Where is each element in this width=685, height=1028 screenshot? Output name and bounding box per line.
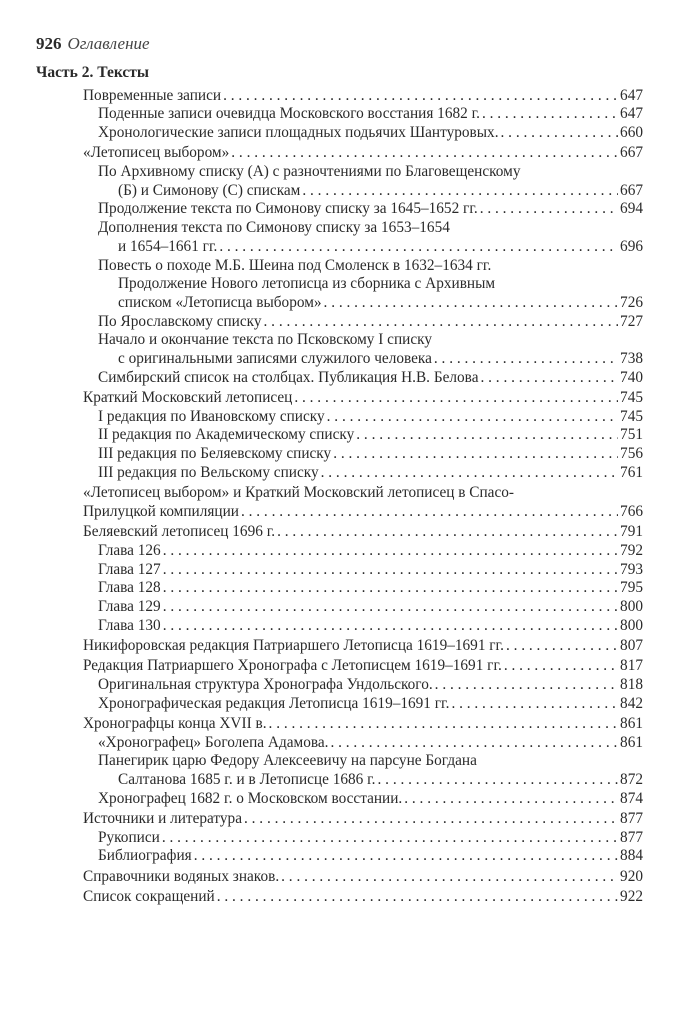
toc-entry-title: Краткий Московский летописец bbox=[83, 389, 293, 407]
dot-leader bbox=[281, 868, 618, 887]
dot-leader bbox=[163, 617, 618, 636]
toc-entry-line bbox=[36, 484, 643, 503]
toc-entry[interactable] bbox=[36, 389, 643, 408]
toc-entry[interactable] bbox=[36, 579, 643, 598]
dot-leader bbox=[194, 847, 618, 866]
toc-entry[interactable] bbox=[36, 598, 643, 617]
toc-entry-line bbox=[36, 523, 643, 542]
toc-entry-title: Глава 128 bbox=[98, 579, 161, 597]
dot-leader bbox=[162, 829, 618, 848]
toc-entry-page: 800 bbox=[620, 616, 643, 634]
toc-entry-title: Рукописи bbox=[98, 828, 160, 846]
toc-entry-line bbox=[36, 579, 643, 598]
toc-entry-page: 694 bbox=[620, 200, 643, 218]
toc-entry-page: 874 bbox=[620, 789, 643, 807]
toc-entry-page: 920 bbox=[620, 867, 643, 885]
toc-entry-title: Продолжение текста по Симонову списку за 1645–1652 гг. bbox=[98, 200, 478, 218]
toc-entry[interactable] bbox=[36, 313, 643, 332]
toc-entry-page: 922 bbox=[620, 888, 643, 906]
toc-entry-page: 791 bbox=[620, 523, 643, 541]
dot-leader bbox=[163, 579, 618, 598]
toc-entry-line bbox=[36, 144, 643, 163]
toc-entry[interactable] bbox=[36, 888, 643, 907]
dot-leader bbox=[294, 389, 618, 408]
toc-entry[interactable] bbox=[36, 734, 643, 753]
toc-entry-line bbox=[36, 294, 643, 313]
toc-entry-line bbox=[36, 637, 643, 656]
dot-leader bbox=[223, 87, 618, 106]
toc-entry-page: 817 bbox=[620, 657, 643, 675]
toc-entry-line bbox=[36, 182, 643, 201]
toc-entry-title: Глава 127 bbox=[98, 560, 161, 578]
dot-leader bbox=[163, 561, 618, 580]
dot-leader bbox=[435, 676, 618, 695]
toc-entry-line bbox=[36, 598, 643, 617]
toc-entry[interactable] bbox=[36, 829, 643, 848]
dot-leader bbox=[302, 182, 618, 201]
toc-entry[interactable] bbox=[36, 484, 643, 521]
dot-leader bbox=[269, 715, 619, 734]
dot-leader bbox=[244, 810, 618, 829]
toc-entry-title: Начало и окончание текста по Псковскому I списку bbox=[98, 331, 432, 349]
dot-leader bbox=[481, 369, 619, 388]
toc-entry-title: Хронологические записи площадных подьячих Шантуровых. bbox=[98, 124, 499, 141]
toc-entry-line bbox=[36, 888, 643, 907]
toc-entry-line bbox=[36, 676, 643, 695]
toc-entry-title: Дополнения текста по Симонову списку за 1653–1654 bbox=[98, 219, 450, 237]
toc-entry-title: Хронографец 1682 г. о Московском восстании. bbox=[98, 789, 403, 807]
dot-leader bbox=[321, 464, 618, 483]
toc-entry-title: Никифоровская редакция Патриаршего Летописца 1619–1691 гг. bbox=[83, 636, 504, 654]
dot-leader bbox=[504, 657, 618, 676]
toc-entry-title: Глава 130 bbox=[98, 616, 161, 634]
toc-entry-title: «Летописец выбором» и Краткий Московский летописец в Спасо- bbox=[83, 484, 515, 502]
toc-entry-title: Хронографическая редакция Летописца 1619–1691 гг. bbox=[98, 694, 450, 712]
toc-entry-title: Хронографцы конца XVII в. bbox=[83, 714, 267, 732]
toc-entry-line bbox=[36, 657, 643, 676]
toc-entry-title: По Архивному списку (А) с разночтениями по Благовещенскому bbox=[98, 163, 521, 180]
toc-entry-title: I редакция по Ивановскому списку bbox=[98, 407, 325, 425]
toc-entry[interactable] bbox=[36, 847, 643, 866]
toc-entry-title: (Б) и Симонову (С) спискам bbox=[118, 181, 301, 199]
toc-entry-title: «Хронографец» Боголепа Адамова. bbox=[98, 733, 329, 751]
toc-entry-page: 861 bbox=[620, 714, 643, 732]
toc-entry-line bbox=[36, 350, 643, 369]
toc-entry-line bbox=[36, 445, 643, 464]
toc-entry-line bbox=[36, 790, 643, 809]
toc-entry-title: с оригинальными записями служилого человека bbox=[118, 350, 432, 368]
toc-entry-page: 761 bbox=[620, 463, 643, 481]
table-of-contents bbox=[36, 85, 643, 907]
toc-entry-title: III редакция по Беляевскому списку bbox=[98, 445, 332, 463]
toc-entry[interactable] bbox=[36, 87, 643, 106]
toc-entry-line bbox=[36, 542, 643, 561]
toc-entry-title: «Летописец выбором» bbox=[83, 144, 230, 162]
toc-entry-line bbox=[36, 105, 643, 124]
toc-entry-page: 818 bbox=[620, 675, 643, 693]
toc-entry-title: Салтанова 1685 г. и в Летописце 1686 г. bbox=[118, 771, 376, 789]
toc-entry-page: 667 bbox=[620, 144, 643, 162]
toc-entry-line bbox=[36, 810, 643, 829]
toc-entry-page: 877 bbox=[620, 828, 643, 846]
toc-entry[interactable] bbox=[36, 561, 643, 580]
toc-entry-line bbox=[36, 408, 643, 427]
toc-entry-line bbox=[36, 771, 643, 790]
toc-entry[interactable] bbox=[36, 715, 643, 734]
toc-entry-page: 745 bbox=[620, 389, 643, 407]
toc-entry[interactable] bbox=[36, 464, 643, 483]
dot-leader bbox=[217, 888, 618, 907]
toc-entry-line bbox=[36, 752, 643, 771]
toc-entry-title: Глава 126 bbox=[98, 541, 161, 559]
toc-entry-line bbox=[36, 238, 643, 257]
toc-entry-line bbox=[36, 124, 643, 143]
toc-entry-line bbox=[36, 275, 643, 294]
toc-entry[interactable] bbox=[36, 676, 643, 695]
toc-entry-line bbox=[36, 561, 643, 580]
dot-leader bbox=[480, 200, 618, 219]
toc-entry-line bbox=[36, 426, 643, 445]
toc-entry[interactable] bbox=[36, 445, 643, 464]
toc-entry-line bbox=[36, 257, 643, 276]
toc-entry-line bbox=[36, 313, 643, 332]
toc-entry[interactable] bbox=[36, 810, 643, 829]
dot-leader bbox=[264, 313, 619, 332]
running-title: Оглавление bbox=[67, 34, 150, 53]
toc-entry[interactable] bbox=[36, 542, 643, 561]
toc-entry-page: 647 bbox=[620, 86, 643, 104]
toc-entry-page: 738 bbox=[620, 350, 643, 368]
toc-entry-page: 795 bbox=[620, 579, 643, 597]
toc-entry-line bbox=[36, 219, 643, 238]
toc-entry[interactable] bbox=[36, 163, 643, 200]
toc-entry-title: Повременные записи bbox=[83, 86, 222, 104]
toc-entry[interactable] bbox=[36, 868, 643, 887]
toc-entry[interactable] bbox=[36, 790, 643, 809]
toc-entry[interactable] bbox=[36, 331, 643, 368]
toc-entry-line bbox=[36, 369, 643, 388]
dot-leader bbox=[330, 734, 618, 753]
toc-entry-page: 872 bbox=[620, 771, 643, 789]
toc-entry[interactable] bbox=[36, 426, 643, 445]
toc-entry-title: II редакция по Академическому списку bbox=[98, 426, 355, 444]
toc-entry-title: Беляевский летописец 1696 г. bbox=[83, 523, 276, 541]
dot-leader bbox=[163, 598, 618, 617]
toc-entry[interactable] bbox=[36, 523, 643, 542]
toc-entry-title: По Ярославскому списку bbox=[98, 312, 262, 330]
toc-entry[interactable] bbox=[36, 219, 643, 256]
toc-entry-page: 647 bbox=[620, 105, 643, 123]
dot-leader bbox=[333, 445, 618, 464]
toc-entry[interactable] bbox=[36, 257, 643, 313]
toc-entry-title: Справочники водяных знаков. bbox=[83, 867, 280, 885]
toc-entry-line bbox=[36, 829, 643, 848]
toc-entry-title: Повесть о походе М.Б. Шеина под Смоленск в 1632–1634 гг. bbox=[98, 256, 492, 274]
dot-leader bbox=[241, 503, 618, 522]
toc-entry-title: Панегирик царю Федору Алексеевичу на парсуне Богдана bbox=[98, 752, 477, 770]
toc-entry-line bbox=[36, 503, 643, 522]
toc-entry-page: 884 bbox=[620, 847, 643, 865]
toc-entry-page: 751 bbox=[620, 426, 643, 444]
toc-entry-title: Поденные записи очевидца Московского восстания 1682 г. bbox=[98, 105, 480, 123]
dot-leader bbox=[163, 542, 618, 561]
page-number: 926 bbox=[36, 34, 62, 53]
toc-entry[interactable] bbox=[36, 657, 643, 676]
toc-entry-line bbox=[36, 715, 643, 734]
toc-entry-line bbox=[36, 868, 643, 887]
toc-entry-line bbox=[36, 464, 643, 483]
dot-leader bbox=[404, 790, 618, 809]
toc-entry-page: 745 bbox=[620, 407, 643, 425]
toc-entry-page: 792 bbox=[620, 541, 643, 559]
toc-entry[interactable] bbox=[36, 124, 643, 143]
toc-entry[interactable] bbox=[36, 200, 643, 219]
toc-entry-title: Прилуцкой компиляции bbox=[83, 502, 239, 520]
dot-leader bbox=[231, 144, 618, 163]
toc-entry-title: Симбирский список на столбцах. Публикация Н.В. Белова bbox=[98, 368, 479, 386]
toc-entry-title: Источники и литература bbox=[83, 810, 242, 828]
dot-leader bbox=[482, 105, 618, 124]
toc-entry[interactable] bbox=[36, 369, 643, 388]
toc-entry-title: и 1654–1661 гг. bbox=[118, 237, 218, 255]
toc-entry-page: 807 bbox=[620, 636, 643, 654]
dot-leader bbox=[219, 238, 618, 257]
section-title: Часть 2. Тексты bbox=[36, 64, 149, 81]
toc-entry-page: 800 bbox=[620, 597, 643, 615]
toc-entry-page: 756 bbox=[620, 445, 643, 463]
toc-entry-line bbox=[36, 617, 643, 636]
toc-entry-title: Библиография bbox=[98, 847, 192, 865]
toc-entry[interactable] bbox=[36, 105, 643, 124]
toc-entry-title: III редакция по Вельскому списку bbox=[98, 463, 319, 481]
toc-entry-title: списком «Летописца выбором» bbox=[118, 293, 322, 311]
toc-entry-line bbox=[36, 847, 643, 866]
toc-entry[interactable] bbox=[36, 617, 643, 636]
toc-entry[interactable] bbox=[36, 752, 643, 789]
toc-entry-title: Редакция Патриаршего Хронографа с Летописцем 1619–1691 гг. bbox=[83, 657, 502, 675]
running-header bbox=[36, 34, 150, 54]
toc-entry-page: 877 bbox=[620, 810, 643, 828]
toc-entry-line bbox=[36, 163, 643, 182]
toc-entry-page: 766 bbox=[620, 502, 643, 520]
toc-entry-line bbox=[36, 331, 643, 350]
toc-entry-page: 793 bbox=[620, 560, 643, 578]
toc-entry-line bbox=[36, 695, 643, 714]
toc-entry-title: Список сокращений bbox=[83, 888, 215, 906]
dot-leader bbox=[356, 426, 618, 445]
toc-entry-line bbox=[36, 734, 643, 753]
toc-entry-page: 842 bbox=[620, 694, 643, 712]
toc-entry-title: Оригинальная структура Хронографа Ундольского. bbox=[98, 675, 433, 693]
toc-entry-page: 660 bbox=[620, 124, 643, 141]
toc-entry-page: 667 bbox=[620, 181, 643, 199]
dot-leader bbox=[501, 124, 619, 143]
toc-entry-page: 726 bbox=[620, 293, 643, 311]
dot-leader bbox=[451, 695, 618, 714]
toc-entry[interactable] bbox=[36, 144, 643, 163]
dot-leader bbox=[378, 771, 619, 790]
toc-entry-title: Глава 129 bbox=[98, 597, 161, 615]
toc-entry[interactable] bbox=[36, 637, 643, 656]
toc-entry-line bbox=[36, 200, 643, 219]
toc-entry-page: 727 bbox=[620, 312, 643, 330]
toc-entry[interactable] bbox=[36, 695, 643, 714]
dot-leader bbox=[434, 350, 618, 369]
dot-leader bbox=[327, 408, 618, 427]
toc-entry-line bbox=[36, 87, 643, 106]
toc-entry-page: 740 bbox=[620, 368, 643, 386]
toc-entry[interactable] bbox=[36, 408, 643, 427]
dot-leader bbox=[324, 294, 619, 313]
toc-entry-line bbox=[36, 389, 643, 408]
toc-entry-page: 696 bbox=[620, 237, 643, 255]
dot-leader bbox=[506, 637, 618, 656]
toc-entry-page: 861 bbox=[620, 733, 643, 751]
dot-leader bbox=[277, 523, 618, 542]
toc-entry-title: Продолжение Нового летописца из сборника с Архивным bbox=[118, 275, 496, 293]
